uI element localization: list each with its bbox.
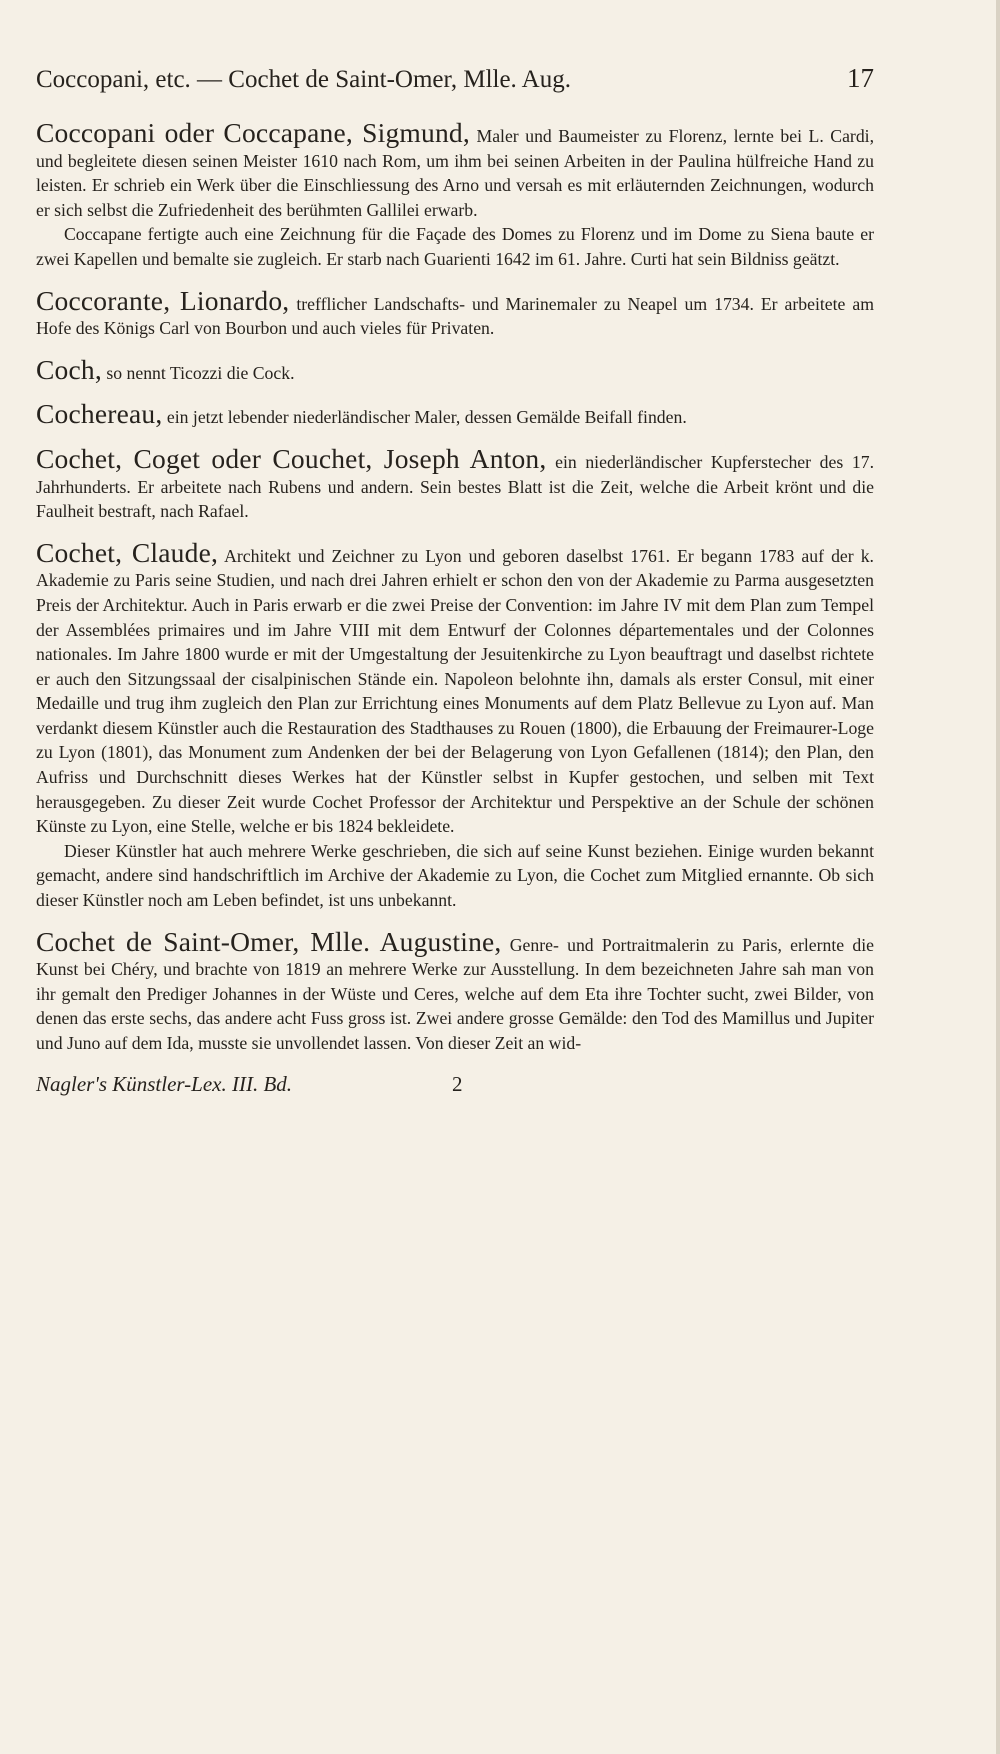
entry-cochet-claude	[36, 538, 874, 913]
entry-coccorante	[36, 286, 874, 341]
entry-text: ein jetzt lebender niederländischer Maler, dessen Gemälde Beifall finden.	[166, 407, 687, 428]
sheet-number: 2	[452, 1071, 463, 1096]
entry-text: so nennt Ticozzi die Cock.	[106, 362, 295, 383]
signature-mark: Nagler's Künstler-Lex. III. Bd.	[36, 1071, 293, 1096]
entry-cochereau	[36, 399, 874, 430]
page-footer	[36, 1070, 874, 1098]
entry-text: Architekt und Zeichner zu Lyon und geboren daselbst 1761. Er begann 1783 auf der k. Akademie zu Paris seine Studien, und nach drei Jahren erhielt er schon den von der Akademie zu Parma ausgesetzten Preis der Architektur. Auch in Paris erwarb er die zwei Preise der Convention: im Jahre IV mit dem Plan zum Tempel der Assemblées primaires und im Jahre VIII mit dem Entwurf der Colonnes départementales und der Colonnes nationales. Im Jahre 1800 wurde er mit der Umgestaltung der Jesuitenkirche zu Lyon beauftragt und daselbst richtete er auch den Sitzungssaal der cisalpinischen Stände ein. Napoleon belohnte ihn, damals als erster Consul, mit einer Medaille und trug ihm zugleich den Plan zur Errichtung eines Monuments auf dem Platz Bellevue zu Lyon auf. Man verdankt diesem Künstler auch die Restauration des Stadthauses zu Rouen (1800), die Erbauung der Freimaurer-Loge zu Lyon (1801), das Monument zum Andenken der bei der Belagerung von Lyon Gefallenen (1814); den Plan, den Aufriss und Durchschnitt dieses Werkes hat der Künstler selbst in Kupfer gestochen, und selben mit Text herausgegeben. Zu dieser Zeit wurde Cochet Professor der Architektur und Perspektive an der Schule der schönen Künste zu Lyon, eine Stelle, welche er bis 1824 bekleidete.	[36, 545, 874, 837]
page-number: 17	[847, 63, 874, 93]
entry-paragraph	[36, 444, 874, 524]
running-title: Coccopani, etc. — Cochet de Saint-Omer, Mlle. Aug.	[36, 66, 571, 93]
entry-headword: Cochet, Coget oder Couchet, Joseph Anton,	[36, 442, 547, 474]
entry-text: Genre- und Portraitmalerin zu Paris, erlernte die Kunst bei Chéry, und brachte von 1819 an mehrere Werke zur Ausstellung. In dem bezeichneten Jahre sah man von ihr gemalt den Prediger Johannes in der Wüste und Ceres, welche auf dem Eta ihre Tochter sucht, zwei Bilder, von denen das erste sechs, das andere acht Fuss gross ist. Zwei andere grosse Gemälde: den Tod des Mamillus und Jupiter und Juno auf dem Ida, musste sie unvollendet lassen. Von dieser Zeit an wid-	[36, 934, 875, 1053]
entry-paragraph	[36, 927, 874, 1056]
entry-text: ein niederländischer Kupferstecher des 17. Jahrhunderts. Er arbeitete nach Rubens und andern. Sein bestes Blatt ist die Zeit, welche die Arbeit krönt und die Faulheit bestraft, nach Rafael.	[36, 451, 874, 522]
entry-text: Maler und Baumeister zu Florenz, lernte bei L. Cardi, und begleitete diesen seinen Meister 1610 nach Rom, um ihm bei seinen Arbeiten in der Paulina hülfreiche Hand zu leisten. Er schrieb ein Werk über die Einschliessung des Arno und versah es mit erläuternden Zeichnungen, wodurch er sich selbst die Zufriedenheit des berühmten Gallilei erwarb.	[36, 126, 875, 220]
entry-headword: Cochet, Claude,	[36, 536, 219, 568]
entry-coccopani	[36, 118, 874, 272]
entry-coch	[36, 355, 874, 386]
entry-headword: Coch,	[36, 353, 102, 385]
entry-headword: Cochet de Saint-Omer, Mlle. Augustine,	[36, 925, 502, 957]
entry-cochet-joseph-anton	[36, 444, 874, 524]
page-content	[36, 62, 874, 1098]
page-edge	[996, 0, 1000, 1754]
entry-text: trefflicher Landschafts- und Marinemaler zu Neapel um 1734. Er arbeitete am Hofe des Königs Carl von Bourbon und auch vieles für Privaten.	[36, 293, 874, 339]
running-head	[36, 62, 874, 96]
entry-paragraph: Dieser Künstler hat auch mehrere Werke geschrieben, die sich auf seine Kunst beziehen. Einige wurden bekannt gemacht, andere sind handschriftlich im Archive der Akademie zu Lyon, die Cochet zum Mitglied ernannte. Ob sich dieser Künstler noch am Leben befindet, ist uns unbekannt.	[36, 840, 874, 911]
entry-paragraph	[36, 118, 874, 222]
entry-paragraph	[36, 399, 874, 430]
entry-headword: Coccopani oder Coccapane, Sigmund,	[36, 117, 470, 148]
entry-headword: Cochereau,	[36, 398, 163, 430]
entry-cochet-de-saint-omer	[36, 927, 874, 1056]
entry-headword: Coccorante, Lionardo,	[36, 284, 290, 316]
entry-paragraph	[36, 286, 874, 341]
entry-paragraph	[36, 355, 874, 386]
entry-paragraph	[36, 538, 874, 839]
entry-paragraph: Coccapane fertigte auch eine Zeichnung für die Façade des Domes zu Florenz und im Dome zu Siena baute er zwei Kapellen und bemalte sie zugleich. Er starb nach Guarienti 1642 im 61. Jahre. Curti hat sein Bildniss geätzt.	[36, 224, 874, 269]
